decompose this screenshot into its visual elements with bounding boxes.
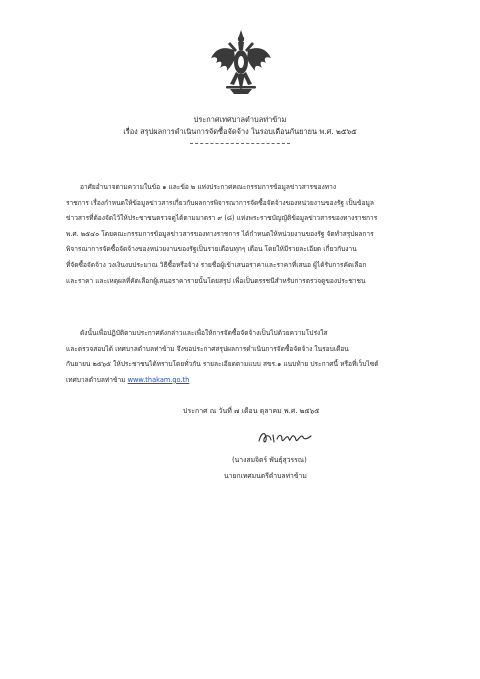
paragraph-2-first-line (80, 326, 327, 342)
text-line: กันยายน ๒๕๖๕ ให้ประชาชนได้ทราบโดยทั่วกัน รายละเอียดตามแบบ สขร.๑ แนบท้าย ประกาศนี้ หรือที่เว็บไซต์ (66, 360, 379, 369)
announcement-date: ประกาศ ณ วันที่ ๗ เดือน ตุลาคม พ.ศ. ๒๕๖๕ (183, 407, 320, 415)
text-line: และราคา และเหตุผลที่คัดเลือกผู้เสนอราคารายนั้นโดยสรุป เพื่อเป็นดรรชนีสำหรับการตรวจดูของประชาชน (66, 276, 366, 285)
text-line: ราชการ เรื่องกำหนดให้ข้อมูลข่าวสารเกี่ยวกับผลการพิจารณาการจัดซื้อจัดจ้างของหน่วยงานของรัฐ เป็นข้อมูล (66, 198, 374, 207)
text-line: ที่จัดซื้อจัดจ้าง วงเงินงบประมาณ วิธีซื้อหรือจ้าง รายชื่อผู้เข้าเสนอราคาและราคาที่เสนอ ผู้ได้รับการคัดเลือก (66, 260, 367, 269)
text-line: พ.ศ. ๒๕๔๐ โดยคณะกรรมการข้อมูลข่าวสารของทางราชการ ได้กำหนดให้หน่วยงานของรัฐ จัดทำสรุปผลการ (66, 229, 374, 238)
garuda-emblem-icon (210, 28, 272, 98)
org-title: ประกาศเทศบาลตำบลท่าข้าม (193, 115, 287, 124)
paragraph-1-first-line (80, 180, 336, 196)
signer-name: (นางสมจิตร์ พันธุ์สุวรรณ) (232, 456, 307, 464)
text-line: และตรวจสอบได้ เทศบาลตำบลท่าข้าม จึงขอประกาศสรุปผลการดำเนินการจัดซื้อจัดจ้าง ในรอบเดือน (66, 344, 349, 353)
link-prefix: เทศบาลตำบลท่าข้าม (66, 375, 128, 384)
paragraph-1-body (66, 196, 377, 290)
text-line: อาศัยอำนาจตามความในข้อ ๑ และข้อ ๒ แห่งประกาศคณะกรรมการข้อมูลข่าวสารของทาง (80, 183, 337, 191)
paragraph-2-body (66, 342, 379, 389)
signer-position: นายกเทศมนตรีตำบลท่าข้าม (224, 472, 307, 480)
text-line: ดังนั้นเพื่อปฏิบัติตามประกาศดังกล่าวและเพื่อให้การจัดซื้อจัดจ้างเป็นไปด้วยความโปร่งใส (80, 329, 328, 337)
subject-line: เรื่อง สรุปผลการดำเนินการจัดซื้อจัดจ้าง ในรอบเดือนกันยายน พ.ศ. ๒๕๖๕ (123, 127, 357, 136)
text-line: พิจารณาการจัดซื้อจัดจ้างของหน่วยงานของรัฐเป็นรายเดือนทุกๆ เดือน โดยให้มีรายละเอียด เกี่ยวกับงาน (66, 245, 357, 254)
divider (190, 143, 290, 144)
text-line: ข่าวสารที่ต้องจัดไว้ให้ประชาชนตรวจดูได้ตามมาตรา ๙ (๘) แห่งพระราชบัญญัติข้อมูลข่าวสารของทางราชการ (66, 214, 378, 223)
text-line-with-link (66, 373, 379, 389)
website-link[interactable]: www.thakam.go.th (127, 375, 190, 384)
handwritten-signature (255, 425, 315, 449)
